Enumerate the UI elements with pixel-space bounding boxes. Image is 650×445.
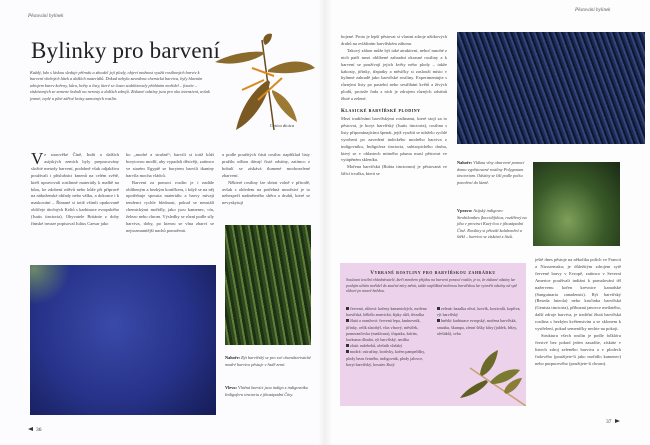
caption-right: Vpravo: Asijský indigovec Strobilanthes flaccidifolius, rozšířený na jihu v provinci Kuej-čou v jihozápadní Číně. Rostliny si přináší kalahonění a štěkl – barvivo se získává z listů.	[457, 208, 527, 239]
strobilanthes-photo	[533, 162, 620, 246]
text-column-3	[222, 152, 310, 207]
box-list-right	[437, 306, 521, 337]
box-intro: Současní textilní ohlednávatelé, kteří mnohem přijdou na barvení pomocí rostlin, je to, že získané odstíny lze pouhým užitím mořidel do značné míry měnit, takže například mořenou barvířskou lze vytvořit odstíny od sytě růžové po tmavě hnědou.	[346, 278, 518, 294]
text-column-5	[535, 257, 621, 368]
woad-plant-photo	[225, 225, 311, 345]
running-head: Pěstování bylinek	[28, 14, 64, 19]
illustration-caption: Urtica dioica	[270, 123, 295, 128]
text-column-4	[341, 34, 447, 178]
list-item: žlutá a oranžová: červená řepa, kmínovník, jiřinky, celík zlatobýl, vlas vlnový, měsíček, pomerančovka (makloura), třapatka, šafrán, kurkuma dlouhá, rýt barvířský, smilka	[346, 318, 421, 343]
list-item: zlatá: rudebeků, olešník vlašský	[346, 343, 432, 349]
arrow-right-icon	[615, 419, 620, 423]
paragraph: Některé rostliny lze sbírat volně v přírodě, avšak s ohledem na potřebná množství je to nebezpečí nadměrného sběru a druhů, které se nevyskytují	[222, 179, 310, 206]
paragraph: e starověké Číně, Indii a dalších asijských zemích byly prepracovány složité metody barvení, podobně však odjakživa používali i příslušníci kmenů na celém světě, kteří upravovali rostlinné materiály k malbě na kůru, ke zdobení oděvů nebo kůže při přípravě na náboženské obřady nebo válku, a dokonce i k maskování – Římané si totiž všimli opakovaně obličeje útočných Keltů s karbinace evropského (Isatis tinctoria). Obyvatele Británie z doby římské invaze popisoval Iulius Caesar jako	[31, 152, 119, 227]
book-gutter	[318, 0, 332, 445]
arrow-left-icon	[28, 427, 33, 431]
page-number-right: 37	[606, 419, 620, 425]
section-heading: Klasické barvířské plodiny	[341, 109, 421, 115]
plant-list-box	[340, 263, 526, 406]
paragraph: Barvení za pomoci rostlin je i nadále oblíbeným a hezkým koníčkem, i když se na něj upotřebuje spousta materiálu a barvy mívají tendenci rychle blednout, pokud se neustálí chemickými mořidly, jako jsou kamenec, cín, železo nebo chrom. Výsledky se různí podle síly barviva, doby, po kterou se vlna zbarví se nejrozmanitější nachů pomořená.	[126, 179, 214, 233]
paragraph: Takový záhon může být také atraktivní, neboť mnohé z nich patří mezi oblíbené zahradní okrasné rostliny a k barvení se používají jejich květy nebo plody – takže kakosty, jiřinky, třapatky a měsíčky si zaslouží místo v bylinné zahradě jako barvířské rostliny. Experimentujte s různými listy po pastelní nebo sestřihání květů a živých plodů, protože řada z nich je zdrojem různých odstínů žluté a zelené.	[341, 47, 447, 102]
nettle-illustration	[212, 30, 317, 145]
paragraph: a podle použitých částí rostlin: například listy pražilu odbou dávají čisté odstíny, zatímco z bobulí se získává tlumené modrozelené zbarvení.	[222, 152, 310, 178]
list-item: zelená: bazalka ořezí, kotvík, kostivalů, kopřiva, rýt barvířský	[437, 306, 521, 318]
caption-top-right: Nahoře: Vlákna vlny obarvené pomocí domu vypěstované rostliny Polygonum tinctorium. Odstíny se liší podle počtu ponoření do lázně.	[457, 160, 525, 185]
text-column-1	[31, 149, 119, 228]
caption-left: Vlevo: Vlněná barvíct jsou indigo z indigovníku Indigofera tinctoria z jihozápadní Číny.	[225, 385, 308, 397]
paragraph: Mezi tradičními barvířskými rostlinami, které stojí za to pěstovat, je boryt barvířský (Isatis tinctoria), rostlina s listy připomínajícími špenát, jejíž využití se udrželo rychlé vyrobení po zavedení indického modrého barviva z indigovníku, Indigofera tinctoria, subtropického druhu, který se v oblastech mírného pásma musí pěstovat ve vytápěném skleníku.	[341, 115, 447, 163]
paragraph: ještě dnes pěstuje na několika polích ve Francii a Nizozemsku; je důležitým zdrojem sytě červené barvy v Evropě, zatímco v Severní Americe používali indiáni k pomalování těl nažervenu kořen krevnice kanadské (Sanguinaria canadensis). Rýt barvířský (Reseda luteola) nebo kručinka barvířská (Genista tinctoria), příbuzná janovce metlatého, další zdroje barviva, je tradiční žlutá barvířská rostlina s hezkým květenstvím a se sklonem k vystřelení, pokud semeníčky nechte na pokoji.	[535, 257, 621, 332]
list-item: modrá: ostružiny, borůvky, kořen pampelišky, plody bezu černého, indigovník, plody jalovce, boryt barvířský, kosatec žlutý	[346, 349, 426, 367]
drop-cap: V	[31, 149, 44, 168]
box-heading: Vybrané rostliny pro barvířskou zahrádku	[370, 270, 496, 276]
list-item: hnědá: karbinace evropský, mořena barvířská, smutku, škumpa, zlesní šišky kůry (jablek, břízy, ořešáků), svba	[437, 318, 518, 336]
intro-text: Každý, kdo s láskou sleduje přírodu a zkoušel její plody, objeví možnost využít rostlinných barviv k barvení vlněných látek a dalších materiálů. Dokud nebyla zavedena chemická barviva, byly hlavním zdrojem barev kořeny, kůra, květy a listy, které se často stabilizovaly přidáním mořidel – fixativ – získávaných ze semene bobulí na nerosty a dalších zdrojů. Získané odstíny jsou pro oko intenzivní, avšak jemné, teplé a plné zářivé krásy samotných rostlin.	[30, 70, 210, 101]
paragraph: ko „modré a strašné“; barvili si totiž kůži borytovou modří, aby vypadali děsivěji, zatímco ve starém Egyptě se borytem barvili tkaniny barvíla mocha vládců.	[126, 152, 214, 178]
list-item: červená, růžová: kořeny kamenických, mořena barvířská, bělidlo americká, šípky růží, třezalka	[346, 306, 427, 318]
text-column-2	[126, 152, 214, 235]
paragraph: Strukturu všech rostlin je podle folklóru čerstvé bez pokud jeden zasadíte, získáte v listech zdroj zeleného barviva a v plodech fialového (použijete-li jako mořidlo kamenec) nebo purpurového (použijete-li chrom).	[535, 332, 621, 366]
running-head: Pěstování bylinek	[575, 8, 611, 13]
paragraph: Mořena barvířská (Rubia tinctorum) je pěstovaná ve šiřicí trvalka, která se	[341, 164, 447, 177]
paragraph: bojené. Proto je lepší pěstovat si vlastní zdroje užitkových druhů na zvláštním barvířském záhonu.	[341, 34, 447, 46]
box-list-left	[346, 306, 432, 368]
page-title: Bylinky pro barvení	[31, 38, 221, 63]
indigo-dye-photo	[30, 265, 216, 415]
page-number-left: 36	[28, 427, 42, 433]
caption-top: Nahoře: Rýt barvířský se pro své charakteristické modré barvivo pěstuje v řadě zemí.	[225, 355, 312, 367]
plant-sprig-illustration	[460, 348, 526, 406]
dyed-wool-photo	[457, 32, 645, 144]
